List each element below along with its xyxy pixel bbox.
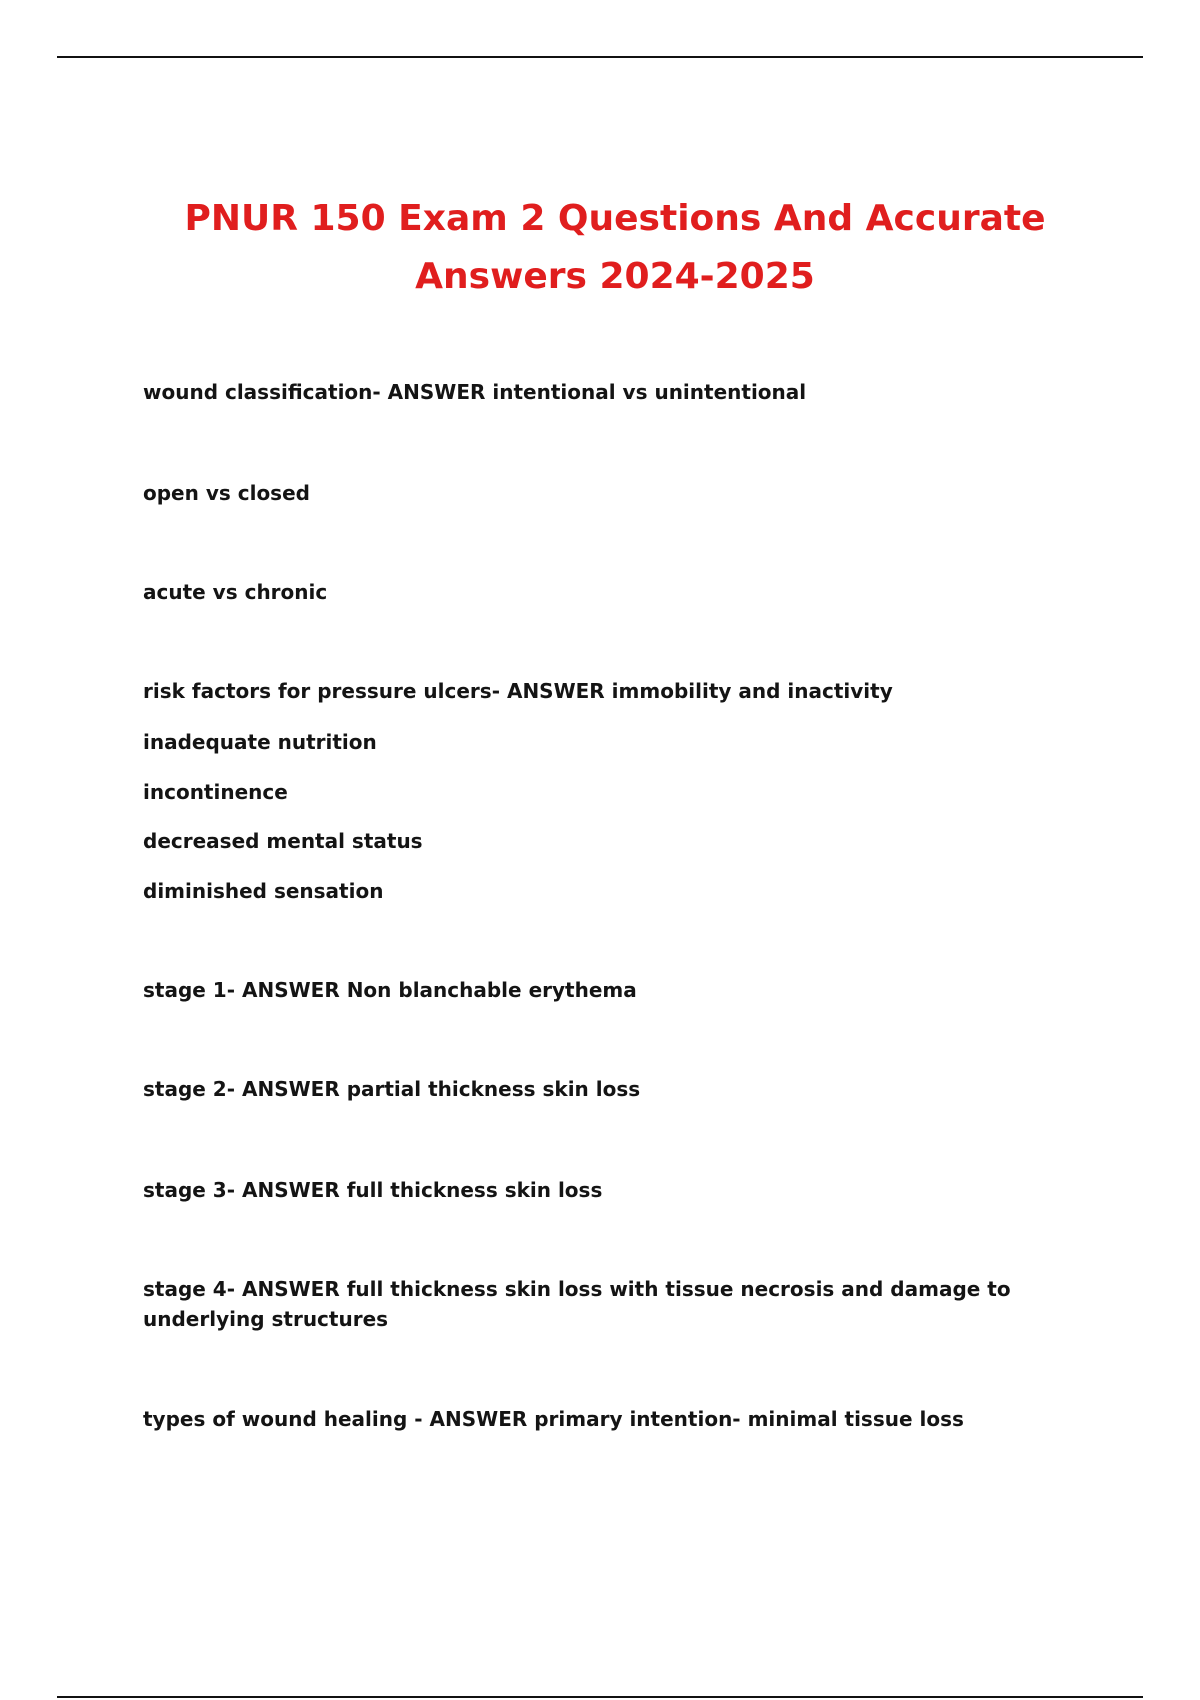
title-line-1: PNUR 150 Exam 2 Questions And Accurate [184,198,1046,239]
list-item: diminished sensation [143,879,384,903]
qa-wound-classification: wound classification- ANSWER intentional vs unintentional [143,380,807,404]
document-title [140,190,1090,306]
title-line-2: Answers 2024-2025 [415,256,815,297]
bottom-divider [57,1696,1143,1698]
list-item: incontinence [143,780,288,804]
list-item: decreased mental status [143,829,423,853]
list-item: inadequate nutrition [143,730,377,754]
qa-risk-factors: risk factors for pressure ulcers- ANSWER immobility and inactivity [143,679,893,703]
qa-stage-2: stage 2- ANSWER partial thickness skin loss [143,1077,641,1101]
qa-stage-4: stage 4- ANSWER full thickness skin loss with tissue necrosis and damage to underlying structures [143,1277,1011,1331]
qa-stage-3: stage 3- ANSWER full thickness skin loss [143,1178,603,1202]
qa-open-vs-closed: open vs closed [143,481,310,505]
qa-wound-healing: types of wound healing - ANSWER primary intention- minimal tissue loss [143,1407,964,1431]
top-divider [57,56,1143,58]
qa-stage-1: stage 1- ANSWER Non blanchable erythema [143,978,637,1002]
qa-acute-vs-chronic: acute vs chronic [143,580,328,604]
